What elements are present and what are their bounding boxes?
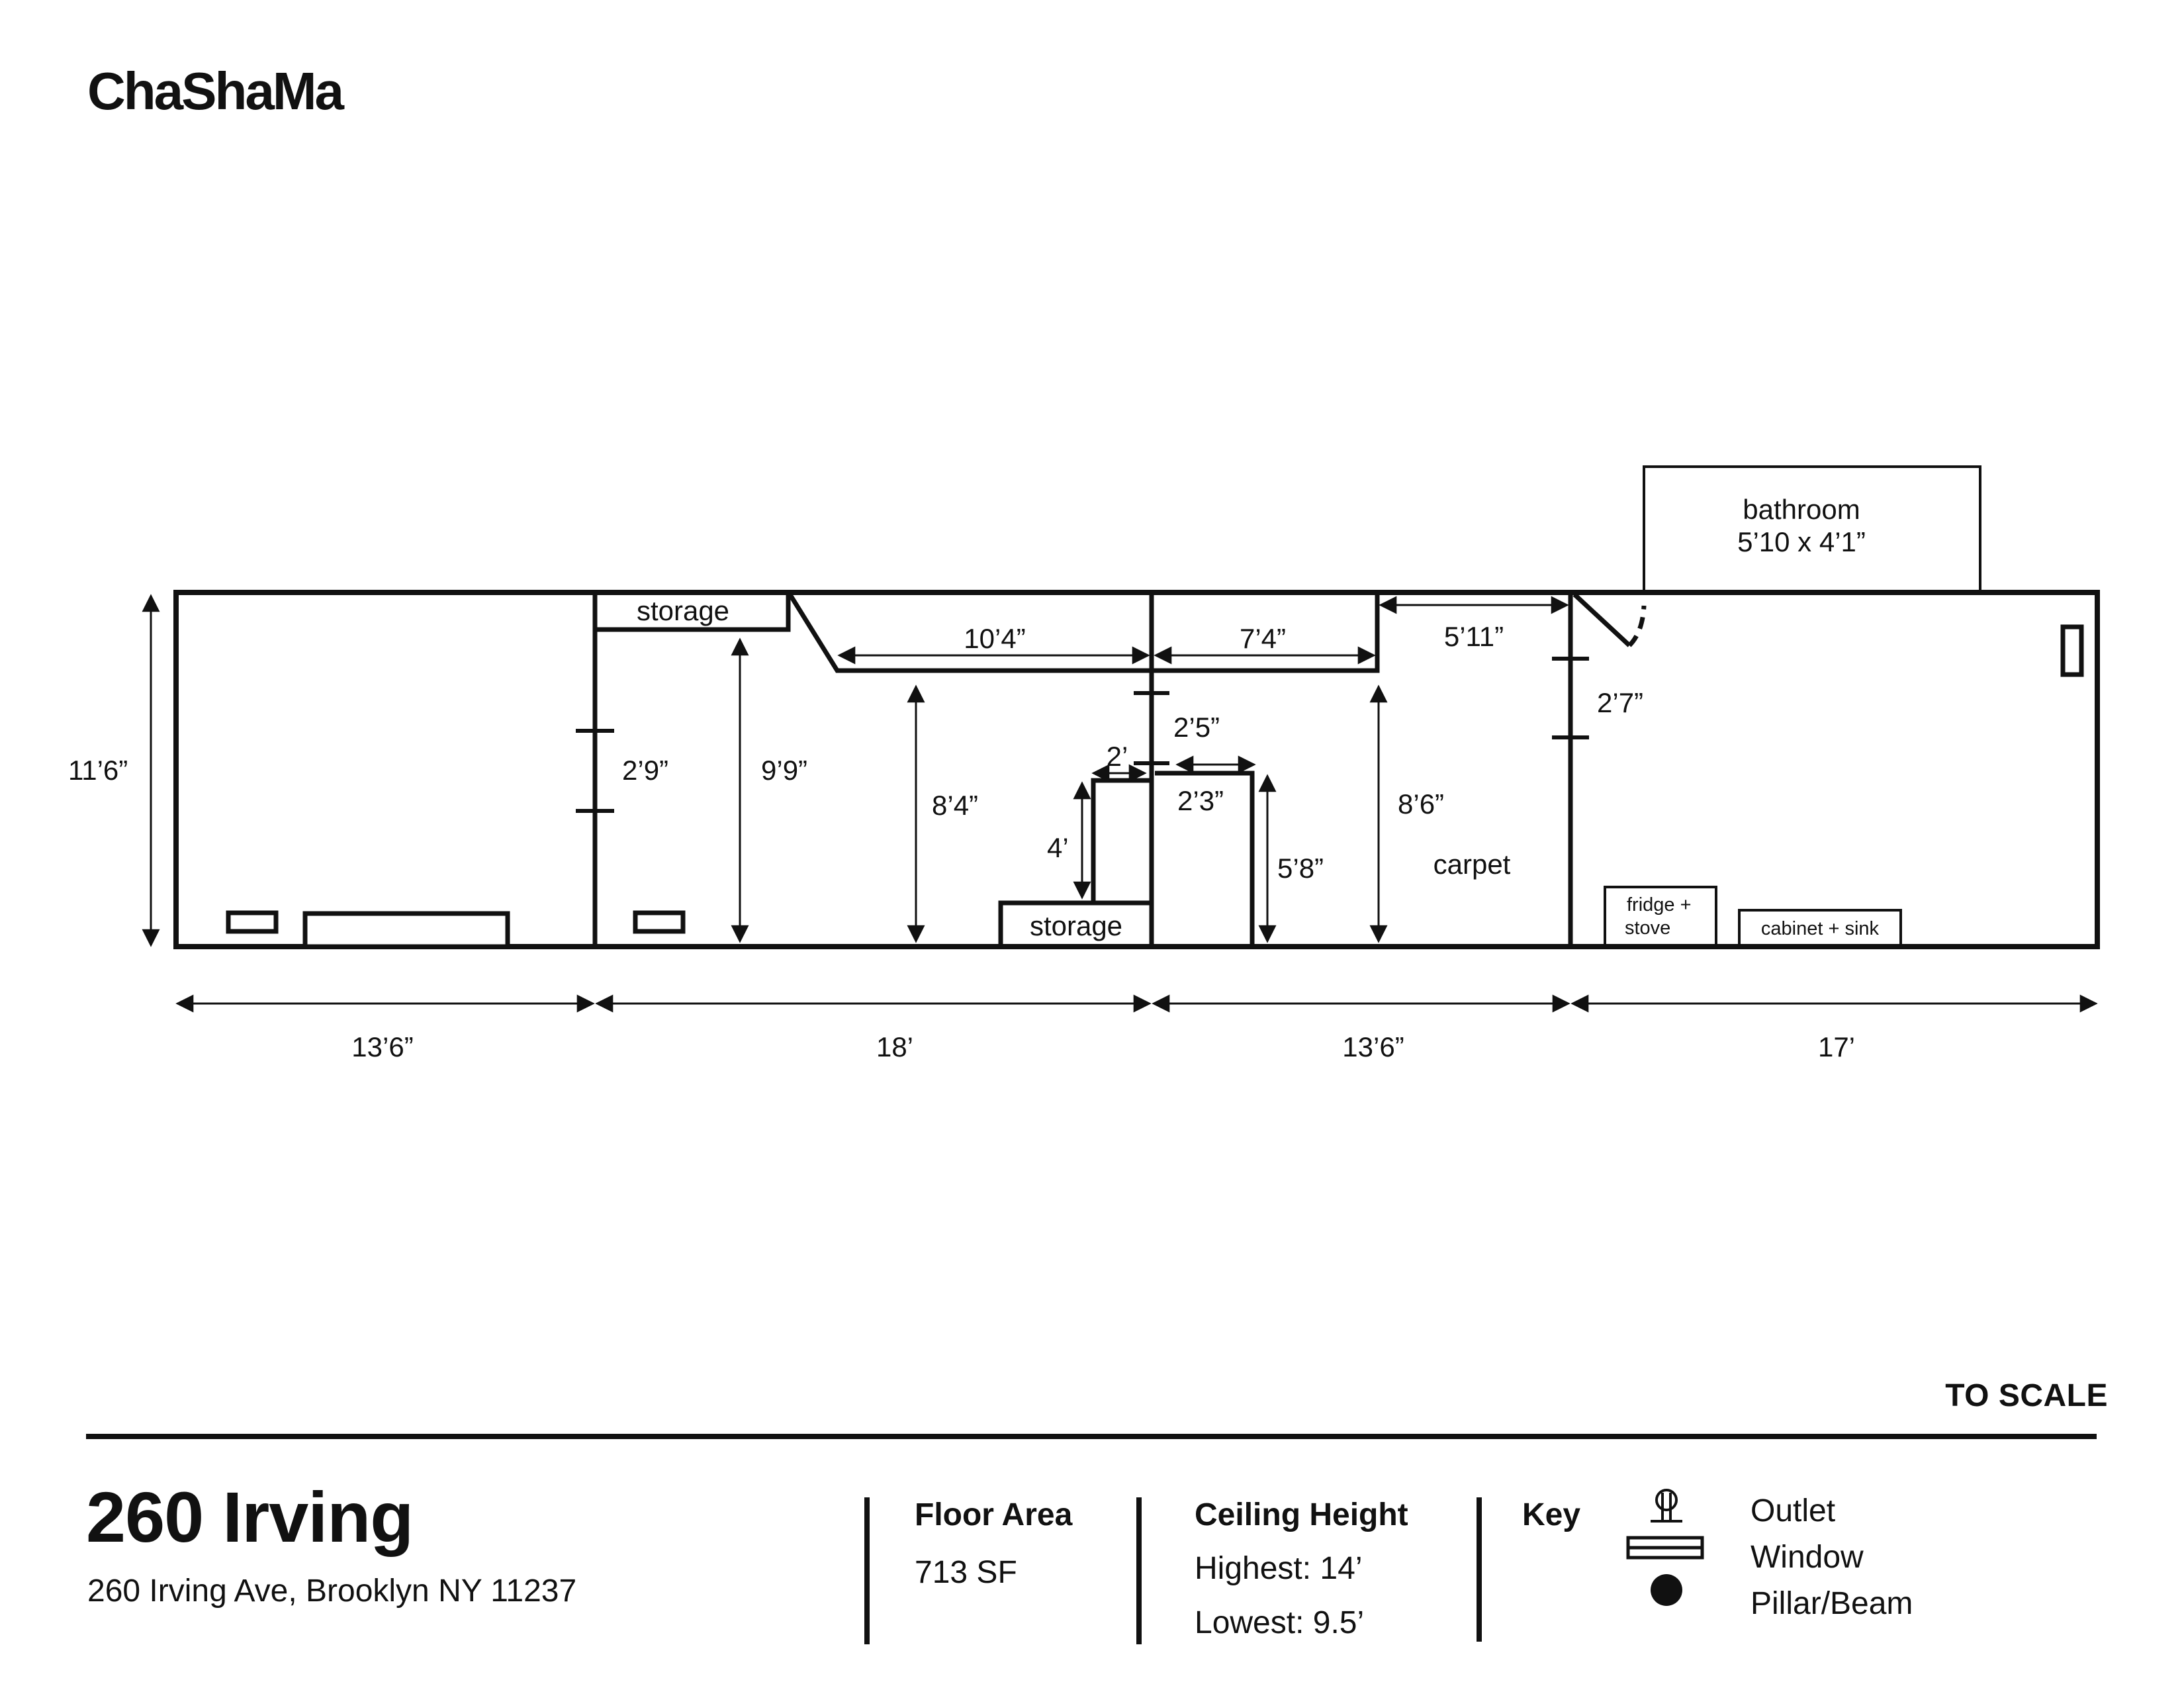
footer-column-divider [864,1497,870,1644]
dim-label: 2’9” [622,755,669,786]
floor-label-carpet: carpet [1433,849,1511,880]
dim-width-label: 13’6” [351,1031,414,1062]
outer-walls [176,592,2097,947]
fixture-label-fridge: fridge + [1627,894,1692,915]
scale-note: TO SCALE [1945,1378,2108,1413]
dim-width-label: 17’ [1817,1031,1856,1062]
dim-width-label: 13’6” [1342,1031,1404,1062]
dim-label: 2’5” [1173,712,1220,743]
fixture-label-stove: stove [1625,917,1671,939]
outlet-icon [1651,1490,1682,1523]
window-icon [635,913,683,931]
ceiling-highest: Highest: 14’ [1195,1551,1363,1586]
window-icon [1628,1538,1702,1558]
window-icon [228,913,276,931]
ceiling-lowest: Lowest: 9.5’ [1195,1605,1365,1640]
room-label-storage: storage [1029,910,1123,941]
property-name: 260 Irving [86,1477,414,1557]
room-label-storage: storage [636,595,730,626]
property-address: 260 Irving Ave, Brooklyn NY 11237 [87,1573,577,1609]
dim-label: 5’8” [1277,853,1324,884]
pillar-icon [1651,1574,1682,1606]
dim-overall-height: 11’6” [68,755,128,786]
window-icon [2063,627,2081,675]
key-window-label: Window [1751,1540,1864,1575]
footer-divider [86,1434,2097,1439]
footer-column-divider [1477,1497,1482,1642]
dim-label: 8’4” [932,790,979,821]
dim-label: 2’3” [1177,785,1224,816]
windows [228,627,2081,947]
dim-label: 2’7” [1597,687,1644,718]
ceiling-height-label: Ceiling Height [1195,1497,1408,1532]
room-label-bathroom: bathroom [1743,494,1860,525]
dim-label: 4’ [1047,832,1069,863]
dim-label: 5’11” [1443,621,1504,652]
bathroom-door [1574,594,1644,645]
brand-logo: ChaShaMa [87,62,342,120]
footer-column-divider [1136,1497,1142,1644]
key-label: Key [1522,1497,1581,1532]
dim-label: 10’4” [964,623,1026,654]
floor-area-label: Floor Area [915,1497,1073,1532]
window-icon [305,914,508,947]
dim-label: 2’ [1106,741,1128,772]
bathroom-dimensions: 5’10 x 4’1” [1737,526,1866,557]
dim-label: 9’9” [761,755,808,786]
floor-area-value: 713 SF [915,1555,1017,1590]
fixture-label-cabinet-sink: cabinet + sink [1760,918,1880,939]
dim-label: 8’6” [1398,788,1445,820]
dim-label: 7’4” [1239,623,1287,654]
dim-width-label: 18’ [876,1031,914,1062]
key-outlet-label: Outlet [1751,1493,1836,1528]
key-pillar-label: Pillar/Beam [1751,1586,1913,1621]
